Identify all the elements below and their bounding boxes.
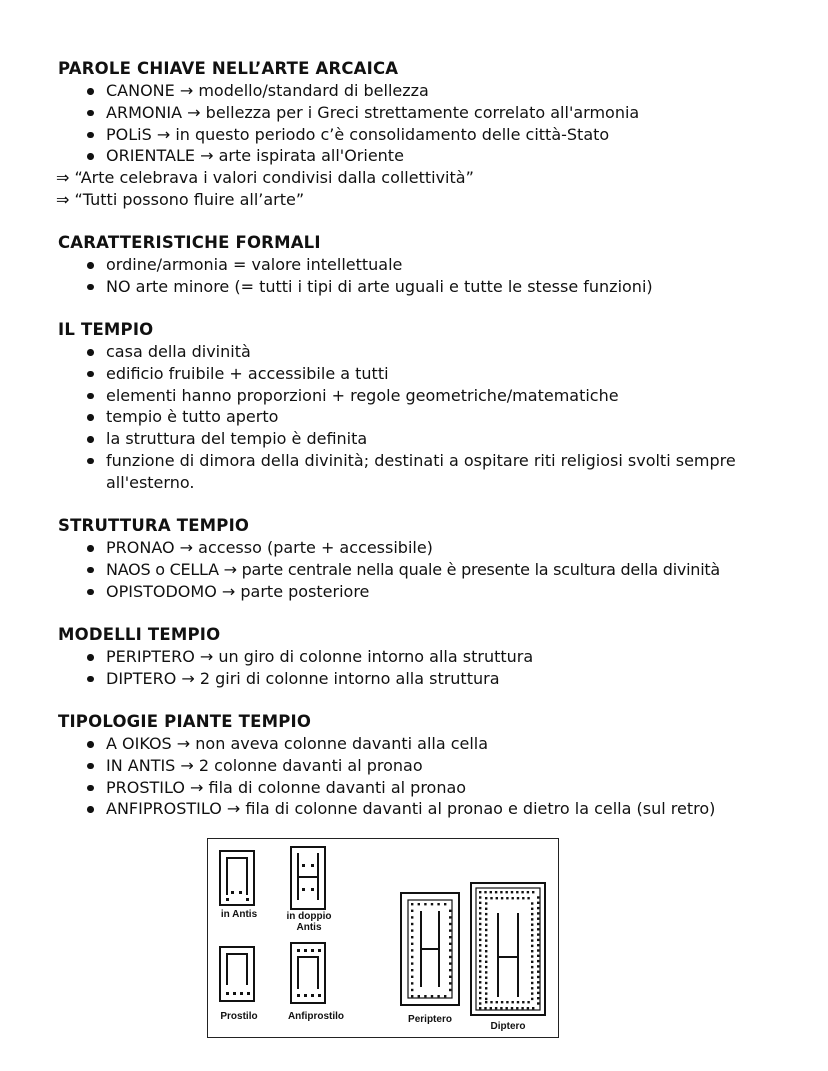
column-dot — [485, 934, 487, 936]
bullet-list — [58, 733, 798, 820]
column-dot — [531, 908, 533, 910]
column-dot — [495, 1007, 497, 1009]
column-dot — [479, 928, 481, 930]
column-dot — [485, 966, 487, 968]
column-dot — [449, 949, 451, 951]
list-item: casa della divinità — [84, 341, 798, 363]
column-dot — [418, 903, 420, 905]
column-dot — [531, 924, 533, 926]
column-dot — [449, 956, 451, 958]
column-dot — [527, 891, 529, 893]
column-dot — [537, 928, 539, 930]
column-dot — [411, 989, 413, 991]
column-dot — [444, 995, 446, 997]
section-title: CARATTERISTICHE FORMALI — [58, 233, 321, 252]
column-dot — [537, 1002, 539, 1004]
list-item: NO arte minore (= tutti i tipi di arte uguali e tutte le stesse funzioni) — [84, 276, 798, 298]
column-dot — [449, 916, 451, 918]
plan-diptero — [471, 883, 545, 1015]
column-dot — [506, 891, 508, 893]
list-item: DIPTERO → 2 giri di colonne intorno alla struttura — [84, 668, 798, 690]
column-dot — [516, 891, 518, 893]
column-dot — [537, 971, 539, 973]
caption-anfiprostilo: Anfiprostilo — [287, 1011, 345, 1022]
column-dot — [411, 903, 413, 905]
caption-prostilo: Prostilo — [220, 1011, 258, 1022]
column-dot — [479, 902, 481, 904]
column-dot — [516, 1007, 518, 1009]
column-dot — [531, 929, 533, 931]
column-dot — [479, 955, 481, 957]
column-dot — [537, 907, 539, 909]
column-dot — [527, 897, 529, 899]
section-title: PAROLE CHIAVE NELL’ARTE ARCAICA — [58, 59, 399, 78]
column-dot — [532, 891, 534, 893]
column-dot — [449, 982, 451, 984]
column-dot — [449, 962, 451, 964]
section-struttura — [58, 515, 798, 602]
bullet-list — [58, 254, 798, 298]
column-dot — [537, 944, 539, 946]
column-dot — [531, 987, 533, 989]
column-dot — [485, 913, 487, 915]
section-title: IL TEMPIO — [58, 320, 154, 339]
column-dot — [479, 939, 481, 941]
note-line: ⇒ “Tutti possono fluire all’arte” — [56, 189, 305, 209]
column-dot — [411, 969, 413, 971]
list-item: tempio è tutto aperto — [84, 406, 798, 428]
column-dot — [537, 923, 539, 925]
column-dot — [479, 1002, 481, 1004]
column-dot — [479, 997, 481, 999]
column-dot — [431, 995, 433, 997]
column-dot — [506, 897, 508, 899]
section-caratteristiche — [58, 232, 798, 298]
caption-diptero: Diptero — [490, 1021, 526, 1032]
section-title: STRUTTURA TEMPIO — [58, 516, 250, 535]
caption-in-antis: in Antis — [220, 909, 258, 920]
column-dot — [479, 918, 481, 920]
caption-line: in doppio — [286, 911, 332, 922]
column-dot — [437, 995, 439, 997]
column-dot — [411, 995, 413, 997]
list-item: funzione di dimora della divinità; destinati a ospitare riti religiosi svolti sempre all'esterno. — [84, 450, 798, 494]
column-dot — [490, 891, 492, 893]
column-dot — [479, 896, 481, 898]
column-dot — [537, 902, 539, 904]
column-dot — [531, 971, 533, 973]
column-dot — [521, 891, 523, 893]
section-tipologie — [58, 711, 798, 820]
column-dot — [485, 897, 487, 899]
column-dot — [496, 897, 498, 899]
column-dot — [537, 918, 539, 920]
column-dot — [511, 1007, 513, 1009]
column-dot — [485, 918, 487, 920]
list-item: ARMONIA → bellezza per i Greci strettamente correlato all'armonia — [84, 102, 798, 124]
list-item: NAOS o CELLA → parte centrale nella quale è presente la scultura della divinità — [84, 559, 798, 581]
section-parole-chiave — [58, 58, 798, 211]
column-dot — [479, 891, 481, 893]
column-dot — [527, 1001, 529, 1003]
plan-doppio-antis — [291, 847, 325, 909]
list-item: ANFIPROSTILO → fila di colonne davanti al pronao e dietro la cella (sul retro) — [84, 798, 798, 820]
column-dot — [531, 992, 533, 994]
column-dot — [512, 897, 514, 899]
column-dot — [531, 934, 533, 936]
column-dot — [479, 986, 481, 988]
column-dot — [500, 891, 502, 893]
column-dot — [496, 1001, 498, 1003]
column-dot — [501, 897, 503, 899]
column-dot — [531, 939, 533, 941]
column-dot — [537, 912, 539, 914]
column-dot — [479, 971, 481, 973]
caption-line: Antis — [296, 922, 322, 933]
column-dot — [437, 903, 439, 905]
column-dot — [485, 950, 487, 952]
column-dot — [479, 912, 481, 914]
list-item: CANONE → modello/standard di bellezza — [84, 80, 798, 102]
section-modelli — [58, 624, 798, 690]
column-dot — [485, 961, 487, 963]
column-dot — [411, 982, 413, 984]
column-dot — [490, 897, 492, 899]
column-dot — [485, 924, 487, 926]
column-dot — [485, 929, 487, 931]
column-dot — [537, 939, 539, 941]
column-dot — [449, 910, 451, 912]
column-dot — [537, 965, 539, 967]
column-dot — [537, 976, 539, 978]
column-dot — [485, 971, 487, 973]
column-dot — [537, 997, 539, 999]
section-title: TIPOLOGIE PIANTE TEMPIO — [58, 712, 312, 731]
column-dot — [537, 949, 539, 951]
column-dot — [411, 936, 413, 938]
column-dot — [411, 916, 413, 918]
column-dot — [512, 1001, 514, 1003]
column-dot — [500, 1007, 502, 1009]
column-dot — [411, 949, 413, 951]
column-dot — [479, 992, 481, 994]
column-dot — [537, 933, 539, 935]
column-dot — [449, 923, 451, 925]
bullet-list — [58, 80, 798, 167]
column-dot — [479, 949, 481, 951]
column-dot — [449, 976, 451, 978]
column-dot — [479, 1007, 481, 1009]
column-dot — [484, 891, 486, 893]
column-dot — [490, 1007, 492, 1009]
column-dot — [431, 903, 433, 905]
column-dot — [479, 933, 481, 935]
column-dot — [479, 976, 481, 978]
column-dot — [485, 982, 487, 984]
list-item: ORIENTALE → arte ispirata all'Oriente — [84, 145, 798, 167]
column-dot — [506, 1007, 508, 1009]
column-dot — [449, 989, 451, 991]
column-dot — [485, 992, 487, 994]
bullet-list — [58, 537, 798, 602]
column-dot — [531, 966, 533, 968]
column-dot — [531, 998, 533, 1000]
column-dot — [531, 982, 533, 984]
column-dot — [479, 923, 481, 925]
column-dot — [479, 944, 481, 946]
column-dot — [537, 955, 539, 957]
column-dot — [485, 1001, 487, 1003]
column-dot — [411, 976, 413, 978]
column-dot — [501, 1001, 503, 1003]
column-dot — [479, 981, 481, 983]
column-dot — [411, 929, 413, 931]
column-dot — [537, 986, 539, 988]
column-dot — [479, 965, 481, 967]
column-dot — [449, 929, 451, 931]
section-title: MODELLI TEMPIO — [58, 625, 221, 644]
temple-plans-drawing — [208, 839, 560, 1039]
column-dot — [485, 902, 487, 904]
column-dot — [479, 960, 481, 962]
column-dot — [449, 969, 451, 971]
column-dot — [411, 943, 413, 945]
list-item: la struttura del tempio è definita — [84, 428, 798, 450]
list-item: PERIPTERO → un giro di colonne intorno alla struttura — [84, 646, 798, 668]
column-dot — [537, 992, 539, 994]
column-dot — [424, 903, 426, 905]
list-item: elementi hanno proporzioni + regole geometriche/matematiche — [84, 385, 798, 407]
list-item: IN ANTIS → 2 colonne davanti al pronao — [84, 755, 798, 777]
list-item: A OIKOS → non aveva colonne davanti alla cella — [84, 733, 798, 755]
column-dot — [485, 977, 487, 979]
column-dot — [531, 945, 533, 947]
column-dot — [418, 995, 420, 997]
list-item: edificio fruibile + accessibile a tutti — [84, 363, 798, 385]
column-dot — [506, 1001, 508, 1003]
column-dot — [485, 987, 487, 989]
column-dot — [444, 903, 446, 905]
column-dot — [424, 995, 426, 997]
column-dot — [479, 907, 481, 909]
column-dot — [537, 896, 539, 898]
temple-plans-figure — [207, 838, 559, 1038]
column-dot — [411, 956, 413, 958]
column-dot — [449, 936, 451, 938]
list-item: OPISTODOMO → parte posteriore — [84, 581, 798, 603]
column-dot — [531, 950, 533, 952]
column-dot — [485, 998, 487, 1000]
column-dot — [484, 1007, 486, 1009]
note-line: ⇒ “Arte celebrava i valori condivisi dalla collettività” — [56, 168, 474, 188]
list-item: POLiS → in questo periodo c’è consolidamento delle città-Stato — [84, 124, 798, 146]
periptero-colonnade — [411, 903, 451, 997]
column-dot — [411, 923, 413, 925]
column-dot — [531, 902, 533, 904]
column-dot — [522, 1001, 524, 1003]
column-dot — [531, 913, 533, 915]
list-item: ordine/armonia = valore intellettuale — [84, 254, 798, 276]
column-dot — [490, 1001, 492, 1003]
column-dot — [517, 1001, 519, 1003]
bullet-list — [58, 646, 798, 690]
column-dot — [495, 891, 497, 893]
column-dot — [485, 955, 487, 957]
column-dot — [537, 981, 539, 983]
plan-in-antis — [220, 851, 254, 905]
column-dot — [531, 961, 533, 963]
bullet-list — [58, 341, 798, 494]
column-dot — [531, 955, 533, 957]
column-dot — [531, 977, 533, 979]
column-dot — [527, 1007, 529, 1009]
caption-doppio-antis — [280, 911, 338, 933]
column-dot — [485, 908, 487, 910]
column-dot — [532, 1007, 534, 1009]
column-dot — [517, 897, 519, 899]
caption-periptero: Periptero — [408, 1014, 452, 1025]
section-il-tempio — [58, 319, 798, 494]
column-dot — [521, 1007, 523, 1009]
column-dot — [531, 918, 533, 920]
diptero-colonnade — [479, 891, 539, 1009]
list-item: PROSTILO → fila di colonne davanti al pronao — [84, 777, 798, 799]
column-dot — [511, 891, 513, 893]
column-dot — [449, 943, 451, 945]
list-item: PRONAO → accesso (parte + accessibile) — [84, 537, 798, 559]
column-dot — [485, 945, 487, 947]
column-dot — [485, 939, 487, 941]
column-dot — [411, 910, 413, 912]
column-dot — [411, 962, 413, 964]
column-dot — [522, 897, 524, 899]
column-dot — [537, 960, 539, 962]
